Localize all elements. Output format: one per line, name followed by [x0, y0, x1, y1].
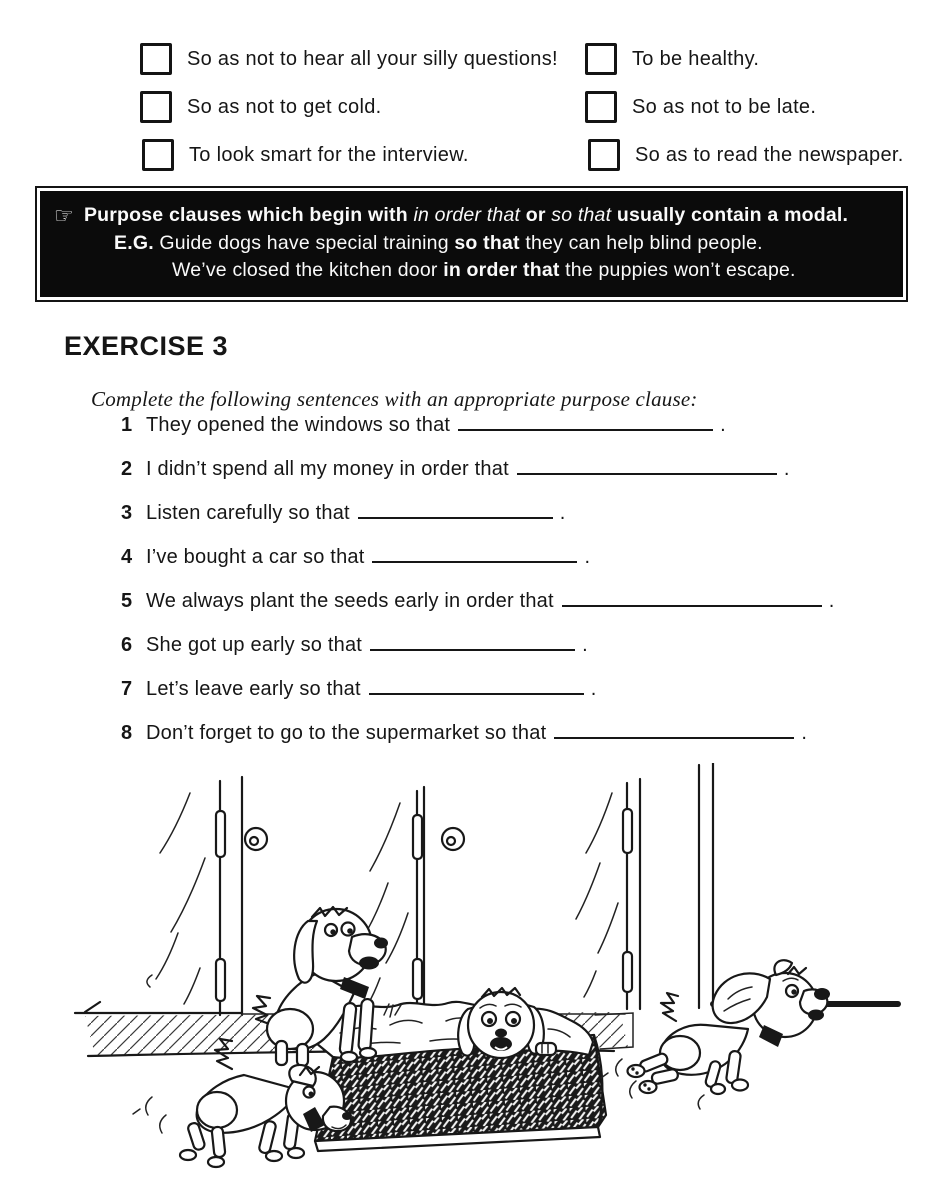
option-label: To be healthy. — [632, 47, 760, 70]
item-number: 1 — [121, 414, 133, 436]
item-number: 5 — [121, 590, 133, 612]
puppies-illustration — [0, 763, 932, 1193]
option-checkbox[interactable] — [140, 43, 172, 75]
exercise-item — [121, 458, 835, 480]
item-period: . — [590, 678, 597, 700]
puppy-in-basket — [458, 988, 556, 1058]
answer-blank[interactable] — [370, 635, 575, 651]
answer-blank[interactable] — [458, 415, 713, 431]
exercise-list — [121, 414, 835, 744]
mother-dog — [253, 907, 388, 1066]
illustration-figure — [0, 763, 932, 1193]
item-period: . — [828, 590, 835, 612]
answer-blank[interactable] — [358, 503, 553, 519]
option-checkbox[interactable] — [585, 43, 617, 75]
option-label: To look smart for the interview. — [189, 143, 469, 166]
option-row — [585, 90, 816, 124]
note-line-1: ☞ Purpose clauses which begin with in order that or so that usually contain a modal. — [54, 204, 849, 229]
item-text: She got up early so that — [146, 634, 363, 656]
item-number: 7 — [121, 678, 133, 700]
item-text: They opened the windows so that — [146, 414, 451, 436]
exercise-item — [121, 634, 835, 656]
option-checkbox[interactable] — [142, 139, 174, 171]
answer-blank[interactable] — [517, 459, 777, 475]
option-row — [140, 90, 382, 124]
item-text: I didn’t spend all my money in order that — [146, 458, 509, 480]
item-period: . — [801, 722, 808, 744]
answer-blank[interactable] — [554, 723, 794, 739]
item-text: Listen carefully so that — [146, 502, 350, 524]
exercise-item — [121, 590, 835, 612]
option-label: So as not to hear all your silly questions! — [187, 47, 558, 70]
exercise-item — [121, 678, 835, 700]
exercise-item — [121, 502, 835, 524]
pointing-hand-icon: ☞ — [54, 204, 74, 229]
option-row — [588, 138, 904, 172]
option-row — [585, 42, 759, 76]
item-number: 4 — [121, 546, 133, 568]
exercise-heading: EXERCISE 3 — [64, 331, 229, 362]
item-period: . — [783, 458, 790, 480]
item-number: 6 — [121, 634, 133, 656]
eg-label: E.G. — [114, 232, 154, 254]
item-text: We always plant the seeds early in order that — [146, 590, 554, 612]
item-number: 2 — [121, 458, 133, 480]
answer-blank[interactable] — [369, 679, 584, 695]
running-puppy-right — [601, 960, 830, 1109]
exercise-instruction: Complete the following sentences with an appropriate purpose clause: — [91, 387, 698, 411]
item-text: I’ve bought a car so that — [146, 546, 365, 568]
answer-blank[interactable] — [562, 591, 822, 607]
item-period: . — [559, 502, 566, 524]
option-row — [142, 138, 469, 172]
option-checkbox[interactable] — [585, 91, 617, 123]
option-label: So as to read the newspaper. — [635, 143, 904, 166]
item-period: . — [584, 546, 591, 568]
item-number: 8 — [121, 722, 133, 744]
item-period: . — [720, 414, 726, 436]
option-label: So as not to be late. — [632, 95, 817, 118]
exercise-item — [121, 722, 835, 744]
answer-blank[interactable] — [372, 547, 577, 563]
exercise-item — [121, 546, 835, 568]
door-left — [147, 777, 267, 1015]
item-period: . — [582, 634, 588, 656]
option-label: So as not to get cold. — [187, 95, 382, 118]
note-line-2: E.G. Guide dogs have special training so that they can help blind people. — [114, 232, 763, 254]
option-checkbox[interactable] — [140, 91, 172, 123]
exercise-item — [121, 414, 835, 436]
grammar-note — [40, 191, 903, 297]
option-row — [140, 42, 558, 76]
item-text: Let’s leave early so that — [146, 678, 361, 700]
grammar-note-banner — [35, 186, 908, 302]
door-post — [699, 763, 713, 1008]
door-middle — [362, 787, 464, 1013]
item-number: 3 — [121, 502, 133, 524]
door-right — [576, 779, 640, 1009]
item-text: Don’t forget to go to the supermarket so that — [146, 722, 547, 744]
option-checkbox[interactable] — [588, 139, 620, 171]
note-line-3: We’ve closed the kitchen door in order that the puppies won’t escape. — [172, 259, 796, 281]
